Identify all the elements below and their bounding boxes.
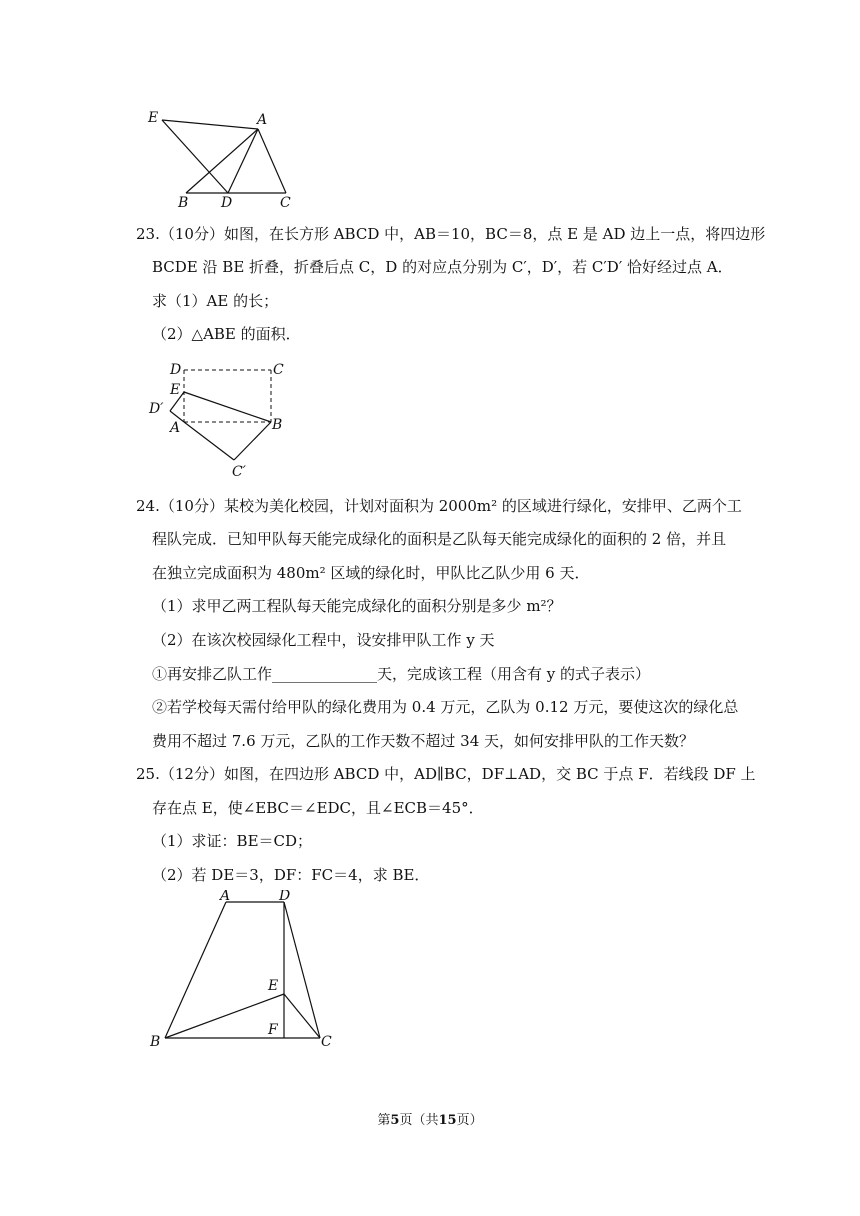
footer-page-number: 5 bbox=[390, 1113, 400, 1128]
q24-line-6: ①再安排乙队工作______________天，完成该工程（用含有 y 的式子表示） bbox=[152, 665, 651, 683]
q24-line-1: 24.（10分）某校为美化校园，计划对面积为 2000m² 的区域进行绿化，安排甲、乙两个工 bbox=[136, 497, 742, 515]
q23-line-1: 23.（10分）如图，在长方形 ABCD 中，AB＝10，BC＝8，点 E 是 AD 边上一点，将四边形 bbox=[136, 225, 766, 243]
label-C: C bbox=[273, 362, 284, 378]
figure-q25 bbox=[140, 890, 340, 1060]
label-D: D bbox=[221, 195, 233, 210]
q24-line-5: （2）在该次校园绿化工程中，设安排甲队工作 y 天 bbox=[152, 631, 495, 649]
footer-suffix: 页） bbox=[456, 1113, 483, 1128]
segment-AC bbox=[258, 129, 286, 193]
label-D: D bbox=[170, 362, 182, 378]
label-F: F bbox=[268, 1022, 278, 1038]
label-D-prime: D′ bbox=[149, 401, 164, 417]
segment-AD bbox=[228, 129, 258, 193]
segment-DC bbox=[284, 902, 320, 1038]
q24-line-7: ②若学校每天需付给甲队的绿化费用为 0.4 万元，乙队为 0.12 万元，要使这次的绿化总 bbox=[152, 698, 739, 716]
q24-line-4: （1）求甲乙两工程队每天能完成绿化的面积分别是多少 m²？ bbox=[152, 597, 562, 615]
segment-AB bbox=[165, 902, 226, 1038]
label-B: B bbox=[178, 195, 189, 210]
label-A: A bbox=[220, 890, 231, 904]
label-A: A bbox=[257, 112, 268, 128]
q23-line-2: BCDE 沿 BE 折叠，折叠后点 C，D 的对应点分别为 C′，D′，若 C′D′ 恰好经过点 A． bbox=[152, 258, 733, 276]
label-C: C bbox=[280, 195, 291, 210]
q24-line-3: 在独立完成面积为 480m² 区域的绿化时，甲队比乙队少用 6 天． bbox=[152, 564, 590, 582]
q25-line-4: （2）若 DE＝3，DF：FC＝4，求 BE． bbox=[152, 866, 430, 884]
q25-line-1: 25.（12分）如图，在四边形 ABCD 中，AD∥BC，DF⊥AD，交 BC 于点 F．若线段 DF 上 bbox=[136, 765, 756, 783]
footer-mid: 页（共 bbox=[399, 1113, 439, 1128]
label-D: D bbox=[279, 890, 291, 904]
q23-line-4: （2）△ABE 的面积． bbox=[152, 325, 301, 343]
page-footer bbox=[0, 1112, 860, 1130]
q25-line-3: （1）求证：BE＝CD； bbox=[152, 832, 313, 850]
segment-EA bbox=[162, 120, 258, 129]
label-E: E bbox=[268, 978, 279, 994]
q24-line-2: 程队完成．已知甲队每天能完成绿化的面积是乙队每天能完成绿化的面积的 2 倍，并且 bbox=[152, 530, 727, 548]
q23-line-3: 求（1）AE 的长； bbox=[152, 292, 279, 310]
label-C-prime: C′ bbox=[232, 464, 246, 480]
q25-line-2: 存在点 E，使∠EBC＝∠EDC，且∠ECB＝45°． bbox=[152, 799, 484, 817]
label-E: E bbox=[148, 110, 159, 126]
segment-ACp bbox=[184, 422, 234, 460]
label-E: E bbox=[170, 382, 181, 398]
figure-q23 bbox=[140, 356, 300, 482]
segment-ED bbox=[162, 120, 228, 193]
figure-q22 bbox=[140, 105, 310, 210]
label-A: A bbox=[170, 420, 181, 436]
label-B: B bbox=[272, 417, 283, 433]
segment-AB bbox=[186, 129, 258, 193]
segment-BE bbox=[165, 994, 284, 1038]
footer-total-pages: 15 bbox=[438, 1113, 457, 1128]
segment-CpB bbox=[234, 422, 271, 460]
footer-prefix: 第 bbox=[377, 1113, 391, 1128]
q24-line-8: 费用不超过 7.6 万元，乙队的工作天数不超过 34 天，如何安排甲队的工作天数？ bbox=[152, 732, 695, 750]
label-B: B bbox=[150, 1034, 161, 1050]
label-C: C bbox=[321, 1034, 332, 1050]
segment-EB bbox=[184, 392, 271, 422]
